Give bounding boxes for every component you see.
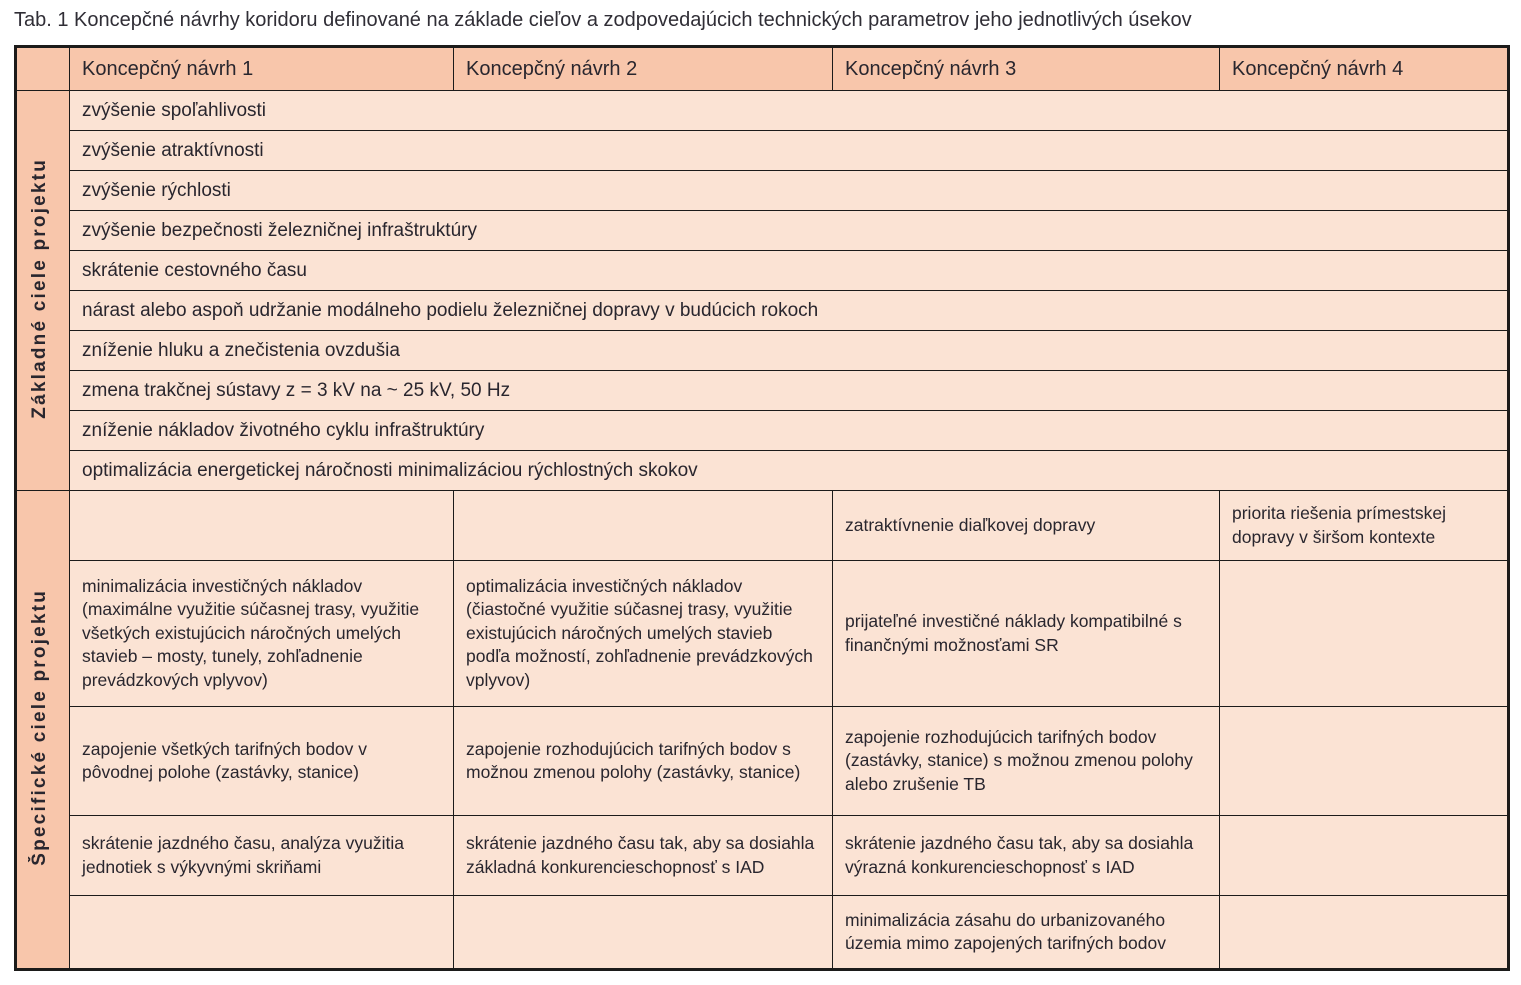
basic-goal-row	[16, 251, 1509, 291]
specific-goal-cell: zapojenie rozhodujúcich tarifných bodov s možnou zmenou polohy (zastávky, stanice)	[454, 707, 833, 816]
specific-goal-cell	[1220, 707, 1509, 816]
basic-goal-row	[16, 91, 1509, 131]
basic-goal-row	[16, 211, 1509, 251]
corner-cell	[16, 47, 70, 91]
header-row	[16, 47, 1509, 91]
specific-goal-cell: zatraktívnenie diaľkovej dopravy	[833, 491, 1220, 561]
basic-goal-cell: zníženie nákladov životného cyklu infraštruktúry	[70, 411, 1509, 451]
basic-goal-cell: zmena trakčnej sústavy z = 3 kV na ~ 25 kV, 50 Hz	[70, 371, 1509, 411]
column-header-concept-4: Koncepčný návrh 4	[1220, 47, 1509, 91]
specific-goal-cell	[1220, 896, 1509, 970]
basic-goal-row	[16, 411, 1509, 451]
basic-goal-cell: zníženie hluku a znečistenia ovzdušia	[70, 331, 1509, 371]
basic-goal-cell: skrátenie cestovného času	[70, 251, 1509, 291]
specific-goal-cell: optimalizácia investičných nákladov (čiastočné využitie súčasnej trasy, využitie existujúcich náročných umelých stavieb podľa možností, zohľadnenie prevádzkových vplyvov)	[454, 561, 833, 707]
specific-goal-row	[16, 491, 1509, 561]
basic-goal-cell: optimalizácia energetickej náročnosti minimalizáciou rýchlostných skokov	[70, 451, 1509, 491]
specific-goal-cell: skrátenie jazdného času, analýza využitia jednotiek s výkyvnými skriňami	[70, 816, 454, 896]
basic-goal-row	[16, 331, 1509, 371]
specific-goal-cell	[70, 491, 454, 561]
specific-goal-cell: minimalizácia investičných nákladov (maximálne využitie súčasnej trasy, využitie všetkých existujúcich náročných umelých stavieb – mosty, tunely, zohľadnenie prevádzkových vplyvov)	[70, 561, 454, 707]
basic-goal-cell: zvýšenie spoľahlivosti	[70, 91, 1509, 131]
section-label-basic-goals	[16, 91, 70, 491]
basic-goal-row	[16, 451, 1509, 491]
specific-goal-cell	[454, 896, 833, 970]
specific-goal-cell: skrátenie jazdného času tak, aby sa dosiahla výrazná konkurencieschopnosť s IAD	[833, 816, 1220, 896]
specific-goal-cell	[1220, 561, 1509, 707]
specific-goal-cell: zapojenie všetkých tarifných bodov v pôvodnej polohe (zastávky, stanice)	[70, 707, 454, 816]
basic-goal-row	[16, 131, 1509, 171]
basic-goal-cell: zvýšenie bezpečnosti železničnej infraštruktúry	[70, 211, 1509, 251]
basic-goal-row	[16, 171, 1509, 211]
specific-goal-row	[16, 561, 1509, 707]
specific-goal-cell: minimalizácia zásahu do urbanizovaného územia mimo zapojených tarifných bodov	[833, 896, 1220, 970]
specific-goal-cell	[454, 491, 833, 561]
basic-goal-cell: zvýšenie rýchlosti	[70, 171, 1509, 211]
specific-goal-cell: priorita riešenia prímestskej dopravy v širšom kontexte	[1220, 491, 1509, 561]
specific-goal-cell	[70, 896, 454, 970]
table-caption: Tab. 1 Koncepčné návrhy koridoru definované na základe cieľov a zodpovedajúcich technických parametrov jeho jednotlivých úsekov	[14, 9, 1192, 31]
column-header-concept-1: Koncepčný návrh 1	[70, 47, 454, 91]
specific-goal-row	[16, 816, 1509, 896]
column-header-concept-3: Koncepčný návrh 3	[833, 47, 1220, 91]
basic-goal-cell: zvýšenie atraktívnosti	[70, 131, 1509, 171]
concept-proposals-table	[14, 45, 1510, 971]
specific-goal-cell	[1220, 816, 1509, 896]
column-header-concept-2: Koncepčný návrh 2	[454, 47, 833, 91]
specific-goal-cell: skrátenie jazdného času tak, aby sa dosiahla základná konkurencieschopnosť s IAD	[454, 816, 833, 896]
section-label-specific-goals	[16, 491, 70, 970]
specific-goal-row	[16, 896, 1509, 970]
section-label-basic-goals-text: Základné ciele projektu	[29, 157, 50, 419]
specific-goal-row	[16, 707, 1509, 816]
basic-goal-row	[16, 371, 1509, 411]
basic-goal-cell: nárast alebo aspoň udržanie modálneho podielu železničnej dopravy v budúcich rokoch	[70, 291, 1509, 331]
section-label-specific-goals-text: Špecifické ciele projektu	[29, 588, 50, 866]
specific-goal-cell: zapojenie rozhodujúcich tarifných bodov (zastávky, stanice) s možnou zmenou polohy alebo zrušenie TB	[833, 707, 1220, 816]
specific-goal-cell: prijateľné investičné náklady kompatibilné s finančnými možnosťami SR	[833, 561, 1220, 707]
basic-goal-row	[16, 291, 1509, 331]
